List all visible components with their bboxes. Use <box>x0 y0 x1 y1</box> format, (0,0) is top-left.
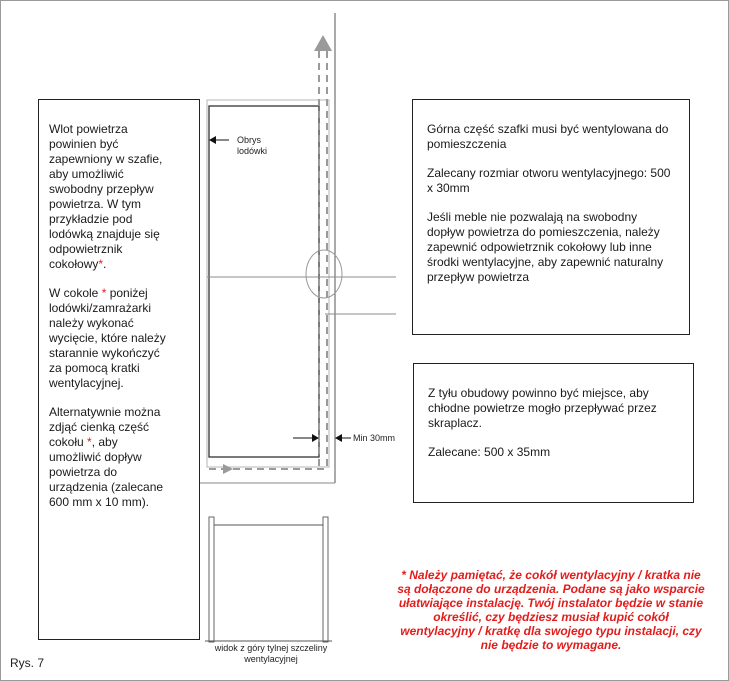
asterisk-mark: * <box>98 257 104 271</box>
top-vent-paragraph-3: Jeśli meble nie pozwalają na swobodny dopływ powietrza do pomieszczenia, należy zapewnić odpowietrznik cokołowy lub inne środki wentylacyjne, aby zapewnić naturalny przepływ powietrza <box>427 210 664 284</box>
inlet-paragraph-1-end: . <box>103 257 107 271</box>
detail-circle <box>306 250 342 298</box>
rear-gap-paragraph-2: Zalecane: 500 x 35mm <box>428 445 551 459</box>
outline-pointer-arrow <box>209 136 216 144</box>
inlet-paragraph-1 <box>49 122 173 272</box>
inlet-paragraph-1-text: Wlot powietrza powinien być zapewniony w szafie, aby umożliwić swobodny przepływ powietrza. W tym przykładzie pod lodówką znajduje się odpowietrznik cokołowy <box>49 122 163 271</box>
gap-arrow-right-head <box>335 434 342 442</box>
min-gap-label: Min 30mm <box>353 433 396 443</box>
airflow-up-arrow <box>314 35 332 51</box>
inlet-paragraph-3-start: Alternatywnie można zdjąć cienką część cokołu <box>49 405 161 449</box>
top-vent-paragraph-2: Zalecany rozmiar otworu wentylacyjnego: 500 x 30mm <box>427 166 671 195</box>
figure-label: Rys. 7 <box>10 656 45 670</box>
disclaimer-note: * Należy pamiętać, że cokół wentylacyjny / kratka nie są dołączone do urządzenia. Podane są jako wsparcie ułatwiające instalację. Twój instalator będzie w stanie określić, czy będziesz musiał kupić cokół wentylacyjny / kratkę dla swojego typu instalacji, czy nie będzie to wymagane. <box>397 568 705 652</box>
gap-arrow-left-head <box>312 434 319 442</box>
airflow-intake-arrow <box>223 464 233 474</box>
top-view-caption-line1: widok z góry tylnej szczeliny <box>214 643 328 653</box>
top-view-caption-line2: wentylacyjnej <box>244 654 298 664</box>
fridge-outline <box>209 106 319 457</box>
inlet-paragraph-3-text: , aby umożliwić dopływ powietrza do urządzenia (zalecane 600 mm x 10 mm). <box>49 435 164 509</box>
top-view-caption <box>197 643 345 665</box>
inlet-paragraph-2-start: W cokole <box>49 286 102 300</box>
inlet-paragraph-2-text: poniżej lodówki/zamrażarki należy wykonać wycięcie, które należy starannie wykończyć za pomocą kratki wentylacyjnej. <box>49 286 166 390</box>
rear-gap-info-box <box>413 363 694 503</box>
inlet-paragraph-3 <box>49 405 173 510</box>
inlet-paragraph-2 <box>49 286 173 391</box>
top-view-side-right <box>323 517 328 642</box>
fridge-outline-label-line1: Obrys <box>237 135 262 145</box>
fridge-outline-label-line2: lodówki <box>237 146 268 156</box>
asterisk-mark: * <box>87 435 92 449</box>
air-inlet-info-box <box>38 99 200 640</box>
cabinet-outline <box>207 100 329 467</box>
top-view-side-left <box>209 517 214 642</box>
top-vent-paragraph-1: Górna część szafki musi być wentylowana do pomieszczenia <box>427 122 669 151</box>
fridge-outline-label <box>237 135 267 157</box>
rear-gap-paragraph-1: Z tyłu obudowy powinno być miejsce, aby chłodne powietrze mogło przepływać przez skraplacz. <box>428 386 657 430</box>
asterisk-mark: * <box>101 286 107 300</box>
top-ventilation-info-box <box>412 99 690 335</box>
